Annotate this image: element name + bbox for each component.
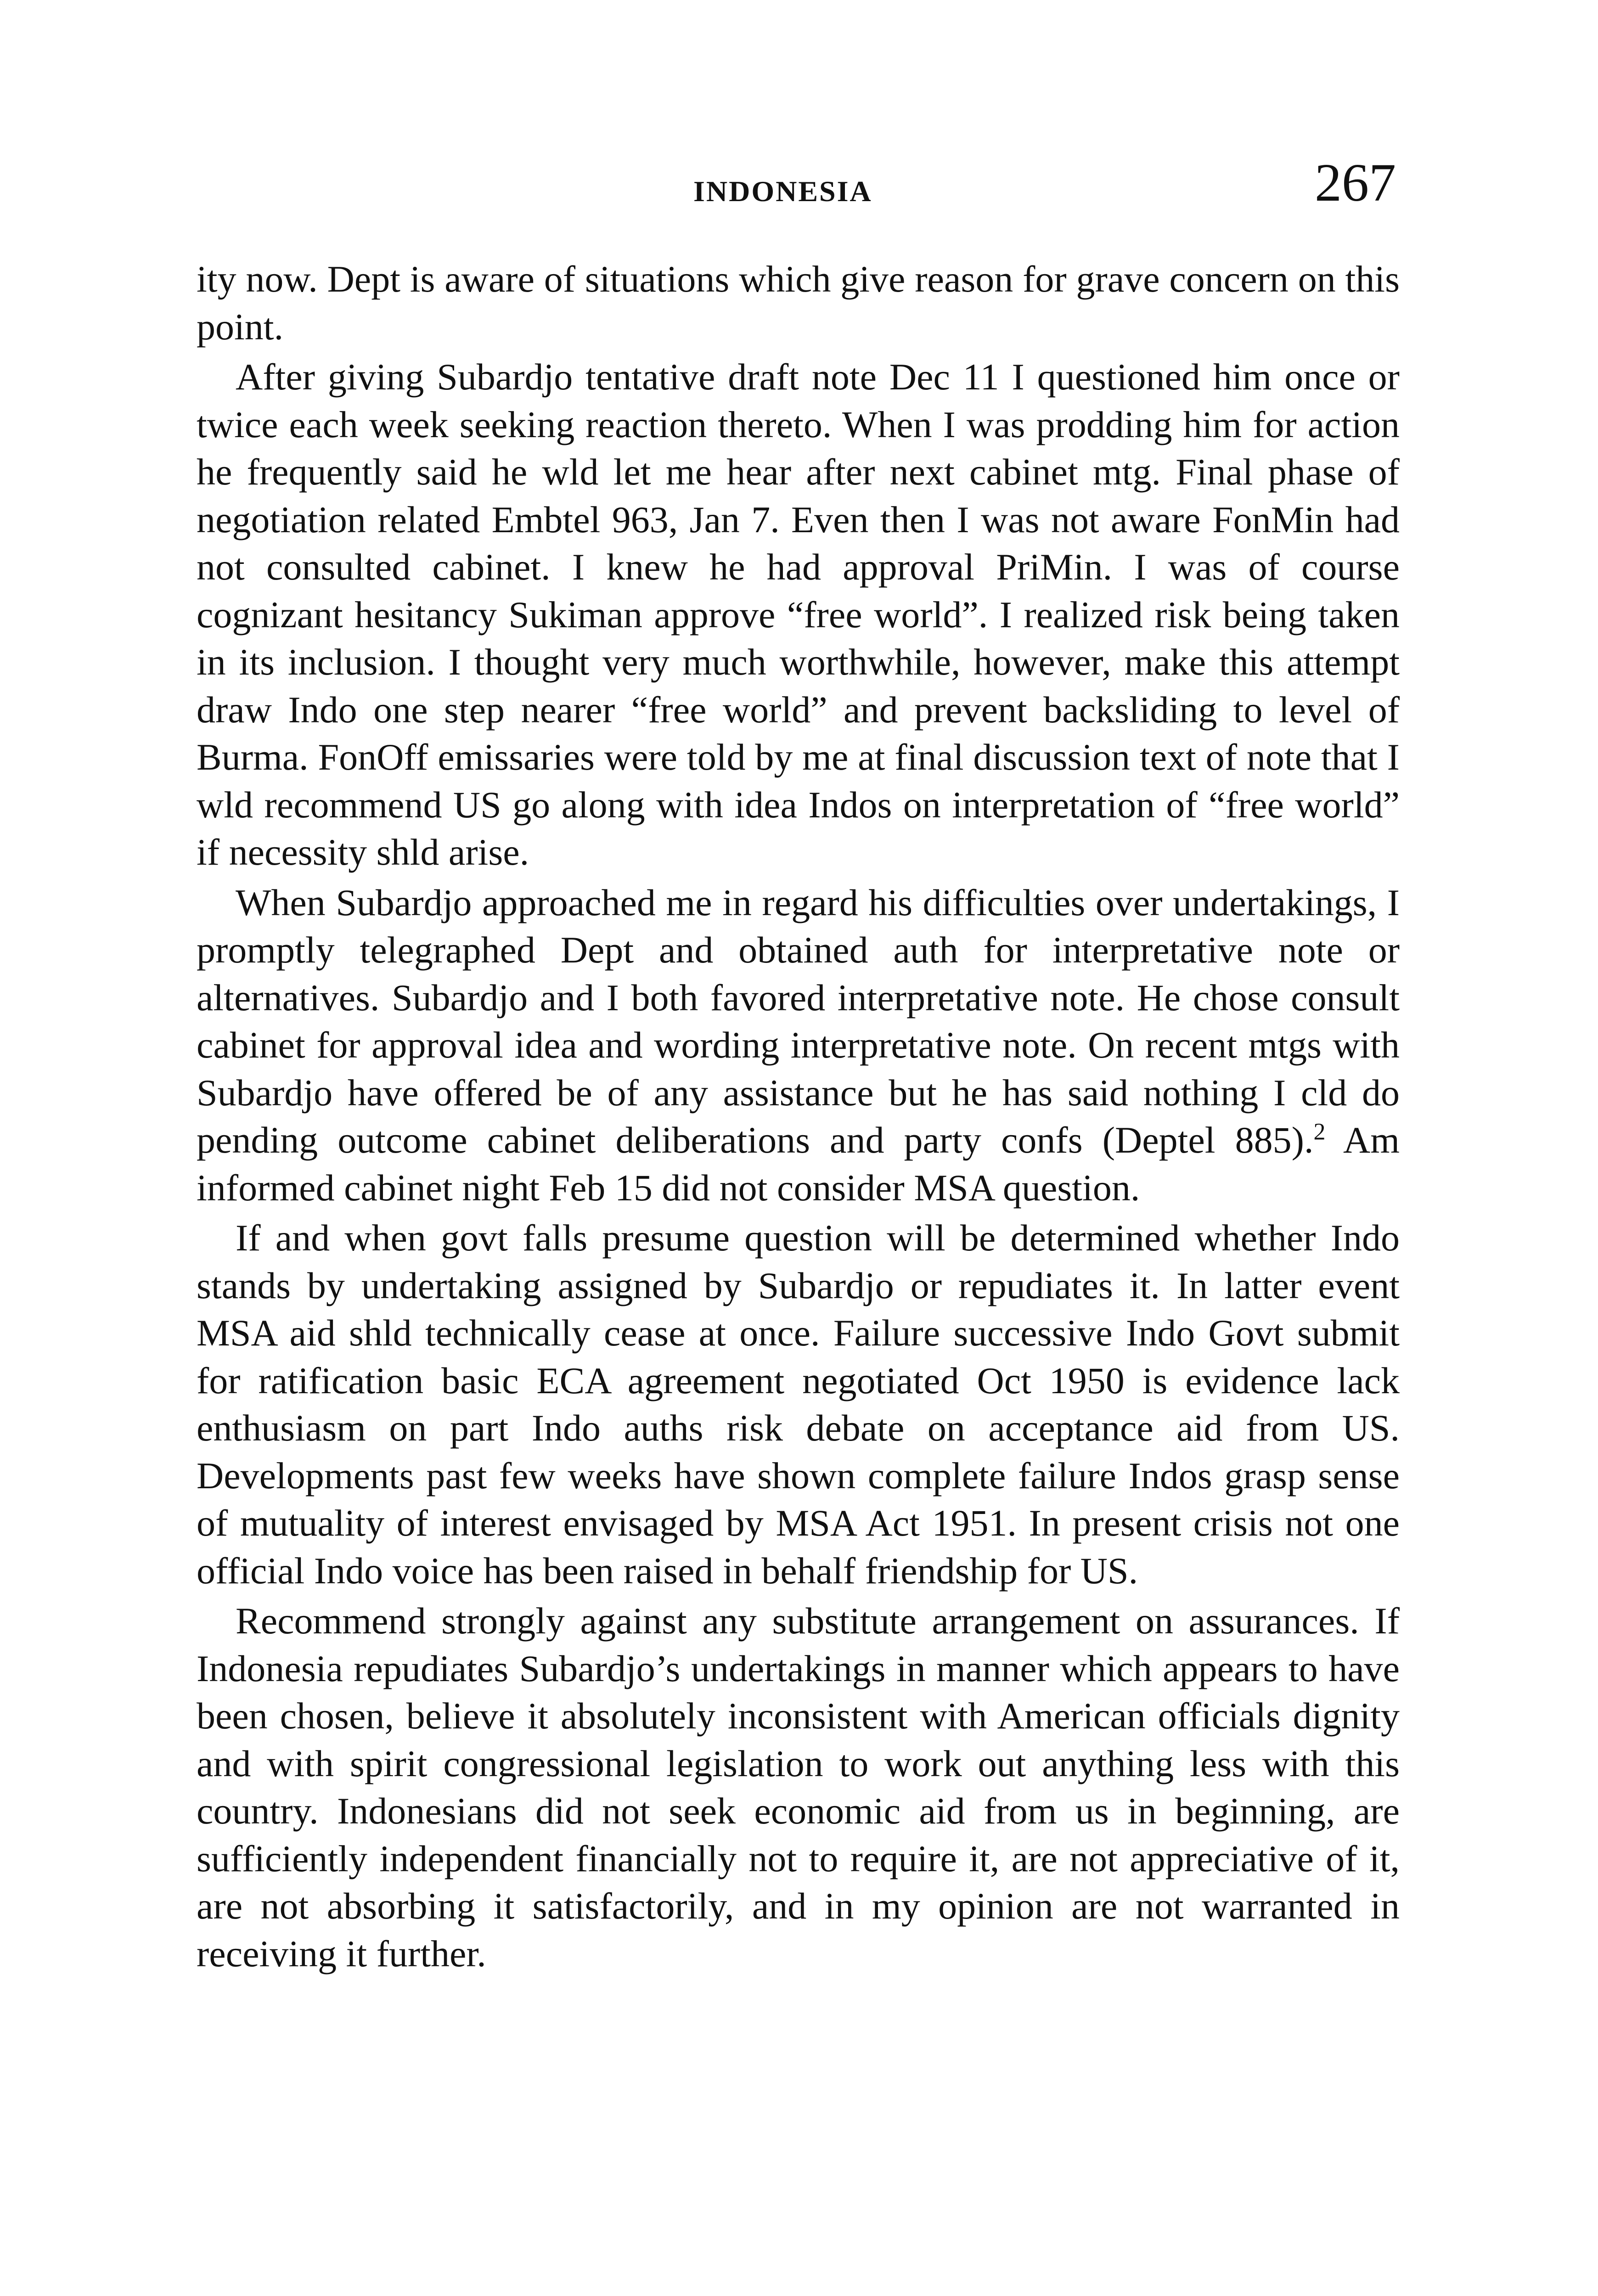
body-text (197, 255, 1400, 1980)
paragraph: After giving Subardjo tentative draft note Dec 11 I questioned him once or twice each week seeking reaction thereto. When I was prodding him for action he frequently said he wld let me hear after next cabinet mtg. Final phase of negotiation related Embtel 963, Jan 7. Even then I was not aware FonMin had not consulted cabinet. I knew he had approval PriMin. I was of course cognizant hesitancy Sukiman approve “free world”. I realized risk being taken in its inclusion. I thought very much worthwhile, however, make this attempt draw Indo one step nearer “free world” and prevent backsliding to level of Burma. FonOff emissaries were told by me at final discussion text of note that I wld recommend US go along with idea Indos on interpretation of “free world” if necessity shld arise. (197, 356, 1400, 873)
paragraph: Recommend strongly against any substitute arrangement on assurances. If Indonesia repudiates Subardjo’s undertakings in manner which appears to have been chosen, believe it absolutely inconsistent with American officials dignity and with spirit congressional legislation to work out anything less with this country. Indonesians did not seek economic aid from us in beginning, are sufficiently independent financially not to require it, are not appreciative of it, are not absorbing it satisfactorily, and in my opinion are not warranted in receiving it further. (197, 1600, 1400, 1975)
footnote-reference: 2 (1313, 1119, 1326, 1145)
paragraph (197, 879, 1400, 1212)
paragraph: If and when govt falls presume question will be determined whether Indo stands by undertaking assigned by Subardjo or repudiates it. In latter event MSA aid shld technically cease at once. Failure successive Indo Govt submit for ratification basic ECA agreement negotiated Oct 1950 is evidence lack enthusiasm on part Indo auths risk debate on acceptance aid from US. Developments past few weeks have shown complete failure Indos grasp sense of mutuality of interest envisaged by MSA Act 1951. In present crisis not one official Indo voice has been raised in behalf friendship for US. (197, 1217, 1400, 1592)
paragraph-continuation: ity now. Dept is aware of situations which give reason for grave concern on this point. (197, 258, 1400, 348)
page-number: 267 (1315, 152, 1396, 213)
paragraph-text: When Subardjo approached me in regard his difficulties over undertakings, I promptly telegraphed Dept and obtained auth for interpretative note or alternatives. Subardjo and I both favored interpretative note. He chose consult cabinet for approval idea and wording interpretative note. On recent mtgs with Subardjo have offered be of any assistance but he has said nothing I cld do pending outcome cabinet deliberations and party confs (Deptel 885). (197, 881, 1400, 1161)
paragraph-text: Am informed cabinet night Feb 15 did not consider MSA question. (197, 1119, 1400, 1209)
running-head: INDONESIA (693, 175, 872, 208)
